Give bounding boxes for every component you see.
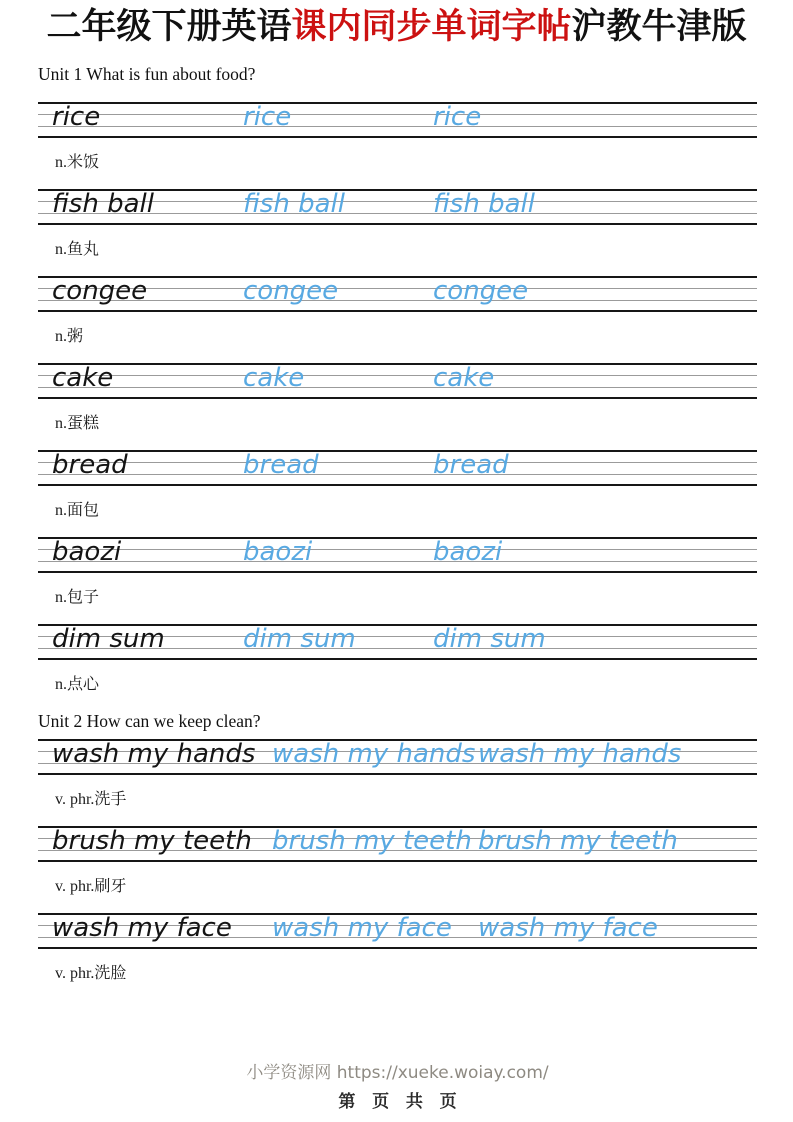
writing-grid bbox=[38, 450, 757, 486]
grid-upper-mid-line bbox=[38, 549, 757, 550]
word-meaning: n.点心 bbox=[55, 676, 100, 693]
word-trace-1: brush my teeth bbox=[272, 826, 472, 856]
word-trace-2: congee bbox=[433, 276, 529, 306]
writing-grid bbox=[38, 537, 757, 573]
practice-row-dim-sum bbox=[38, 624, 757, 711]
grid-baseline bbox=[38, 126, 757, 127]
title-part-highlight: 课内同步单词字帖 bbox=[291, 7, 572, 46]
writing-grid bbox=[38, 913, 757, 949]
word-meaning: n.米饭 bbox=[55, 154, 100, 171]
word-trace-1: rice bbox=[243, 102, 292, 132]
page-number-line: 第 页 共 页 bbox=[338, 1092, 457, 1111]
title-part-grade: 二年级下册英语 bbox=[46, 7, 292, 46]
grid-upper-mid-line bbox=[38, 462, 757, 463]
word-trace-2: cake bbox=[433, 363, 495, 393]
word-trace-1: congee bbox=[243, 276, 339, 306]
word-trace-2: dim sum bbox=[433, 624, 546, 654]
word-meaning: v. phr.刷牙 bbox=[55, 878, 127, 895]
word-sample: cake bbox=[52, 363, 114, 393]
grid-bottom-line bbox=[38, 136, 757, 138]
word-meaning: v. phr.洗脸 bbox=[55, 965, 127, 982]
writing-grid bbox=[38, 189, 757, 225]
word-trace-2: bread bbox=[433, 450, 509, 480]
unit-2-heading: Unit 2 How can we keep clean? bbox=[38, 711, 261, 731]
grid-bottom-line bbox=[38, 947, 757, 949]
word-trace-2: brush my teeth bbox=[478, 826, 678, 856]
word-sample: rice bbox=[52, 102, 101, 132]
writing-grid bbox=[38, 826, 757, 862]
word-trace-1: wash my face bbox=[272, 913, 452, 943]
grid-bottom-line bbox=[38, 860, 757, 862]
grid-bottom-line bbox=[38, 658, 757, 660]
grid-bottom-line bbox=[38, 223, 757, 225]
unit-1-heading: Unit 1 What is fun about food? bbox=[38, 64, 256, 84]
grid-baseline bbox=[38, 474, 757, 475]
writing-grid bbox=[38, 276, 757, 312]
grid-baseline bbox=[38, 387, 757, 388]
word-trace-2: wash my hands bbox=[478, 739, 682, 769]
writing-grid bbox=[38, 102, 757, 138]
grid-bottom-line bbox=[38, 397, 757, 399]
word-trace-2: rice bbox=[433, 102, 482, 132]
unit-1-rows bbox=[38, 102, 757, 711]
practice-row-congee bbox=[38, 276, 757, 363]
practice-row-wash-my-face bbox=[38, 913, 757, 1000]
word-meaning: n.鱼丸 bbox=[55, 241, 100, 258]
word-sample: fish ball bbox=[52, 189, 154, 219]
word-trace-1: wash my hands bbox=[272, 739, 476, 769]
word-sample: bread bbox=[52, 450, 128, 480]
grid-bottom-line bbox=[38, 571, 757, 573]
word-sample: dim sum bbox=[52, 624, 165, 654]
source-site-text: 小学资源网 https://xueke.woiay.com/ bbox=[246, 1063, 549, 1083]
word-sample: wash my face bbox=[52, 913, 232, 943]
practice-row-baozi bbox=[38, 537, 757, 624]
page-title bbox=[0, 0, 793, 48]
word-sample: baozi bbox=[52, 537, 122, 567]
word-sample: congee bbox=[52, 276, 148, 306]
unit-2-rows bbox=[38, 739, 757, 1000]
word-meaning: n.蛋糕 bbox=[55, 415, 100, 432]
grid-top-line bbox=[38, 537, 757, 539]
grid-upper-mid-line bbox=[38, 375, 757, 376]
writing-grid bbox=[38, 624, 757, 660]
practice-row-fish-ball bbox=[38, 189, 757, 276]
writing-grid bbox=[38, 363, 757, 399]
word-sample: wash my hands bbox=[52, 739, 256, 769]
practice-row-wash-my-hands bbox=[38, 739, 757, 826]
word-trace-2: baozi bbox=[433, 537, 503, 567]
grid-bottom-line bbox=[38, 484, 757, 486]
word-meaning: n.面包 bbox=[55, 502, 100, 519]
word-trace-1: baozi bbox=[243, 537, 313, 567]
word-trace-2: fish ball bbox=[433, 189, 535, 219]
word-meaning: n.包子 bbox=[55, 589, 100, 606]
grid-bottom-line bbox=[38, 310, 757, 312]
word-trace-2: wash my face bbox=[478, 913, 658, 943]
worksheet-content bbox=[38, 64, 757, 1112]
practice-row-brush-my-teeth bbox=[38, 826, 757, 913]
practice-row-rice bbox=[38, 102, 757, 189]
title-part-edition: 沪教牛津版 bbox=[571, 7, 747, 46]
practice-row-bread bbox=[38, 450, 757, 537]
grid-top-line bbox=[38, 102, 757, 104]
word-meaning: n.粥 bbox=[55, 328, 84, 345]
word-meaning: v. phr.洗手 bbox=[55, 791, 127, 808]
word-sample: brush my teeth bbox=[52, 826, 252, 856]
grid-top-line bbox=[38, 450, 757, 452]
grid-bottom-line bbox=[38, 773, 757, 775]
grid-top-line bbox=[38, 363, 757, 365]
practice-row-cake bbox=[38, 363, 757, 450]
word-trace-1: cake bbox=[243, 363, 305, 393]
writing-grid bbox=[38, 739, 757, 775]
grid-upper-mid-line bbox=[38, 114, 757, 115]
word-trace-1: fish ball bbox=[243, 189, 345, 219]
grid-baseline bbox=[38, 561, 757, 562]
word-trace-1: bread bbox=[243, 450, 319, 480]
page-footer bbox=[38, 1062, 757, 1112]
word-trace-1: dim sum bbox=[243, 624, 356, 654]
